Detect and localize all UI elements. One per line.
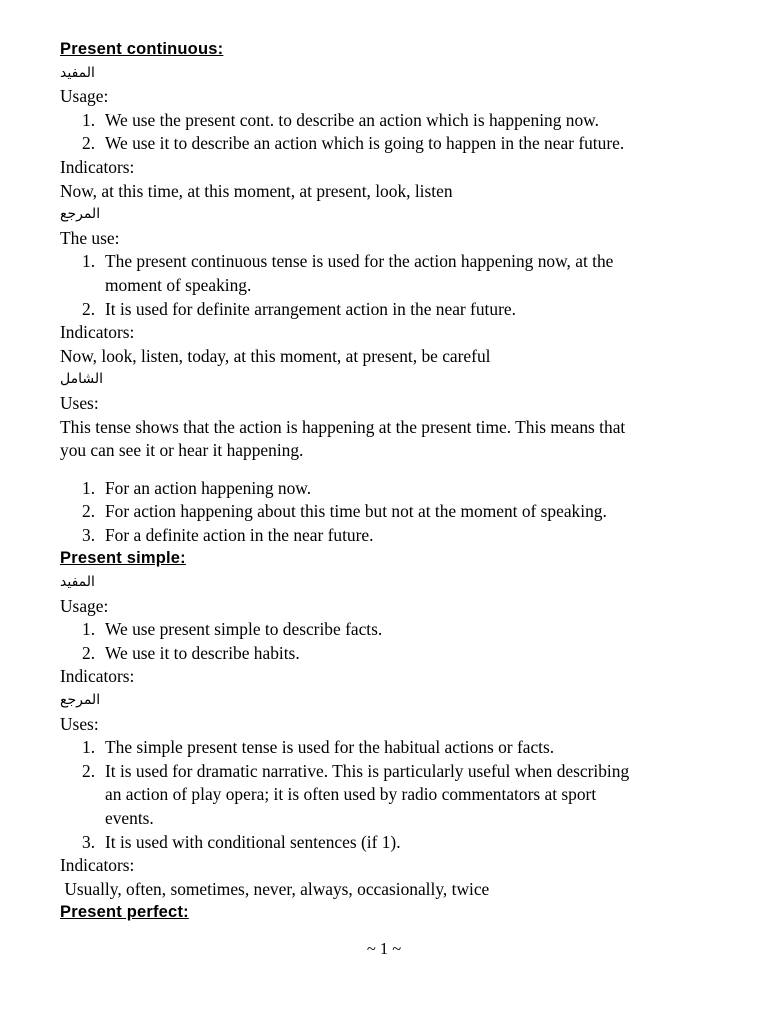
indicators-label: Indicators: — [60, 322, 135, 343]
usage-label: Usage: — [60, 86, 109, 107]
heading-present-perfect: Present perfect: — [60, 903, 189, 922]
usage-list — [60, 109, 720, 156]
indicators-text: Now, at this time, at this moment, at present, look, listen — [60, 180, 453, 201]
spacer — [60, 463, 720, 477]
list-item: 1. We use the present cont. to describe an action which is happening now. — [82, 109, 599, 130]
list-item: 3. It is used with conditional sentences (if 1). — [82, 831, 401, 852]
list-item: 2. It is used for dramatic narrative. This is particularly useful when describing an action of play opera; it is often used by radio commentators at sport events. — [82, 760, 630, 828]
source-label-mufeed: المفيد — [60, 574, 95, 591]
source-label-marjaa: المرجع — [60, 692, 101, 709]
list-item: 2. We use it to describe habits. — [82, 642, 300, 663]
use-label: The use: — [60, 227, 120, 248]
indicators-text: Now, look, listen, today, at this moment, at present, be careful — [60, 345, 491, 366]
list-item: 1. The simple present tense is used for the habitual actions or facts. — [82, 737, 555, 758]
uses-list — [60, 736, 720, 854]
indicators-label: Indicators: — [60, 156, 135, 177]
usage-list — [60, 618, 720, 665]
list-item: 1. The present continuous tense is used for the action happening now, at the moment of speaking. — [82, 251, 614, 295]
paragraph-line: you can see it or hear it happening. — [60, 440, 304, 461]
list-item: 3. For a definite action in the near future. — [82, 524, 374, 545]
uses-label: Uses: — [60, 713, 99, 734]
list-item: 2. It is used for definite arrangement action in the near future. — [82, 298, 516, 319]
usage-label: Usage: — [60, 595, 109, 616]
list-item: 2. For action happening about this time but not at the moment of speaking. — [82, 501, 607, 522]
uses-list — [60, 477, 720, 548]
list-item: 1. We use present simple to describe facts. — [82, 619, 383, 640]
page-number: ~ 1 ~ — [366, 939, 402, 958]
uses-label: Uses: — [60, 392, 99, 413]
document-page — [60, 38, 720, 925]
indicators-label: Indicators: — [60, 855, 135, 876]
paragraph-line: This tense shows that the action is happening at the present time. This means that — [60, 416, 626, 437]
source-label-mufeed: المفيد — [60, 64, 95, 81]
source-label-marjaa: المرجع — [60, 206, 101, 223]
indicators-text: Usually, often, sometimes, never, always, occasionally, twice — [60, 878, 490, 899]
list-item: 2. We use it to describe an action which is going to happen in the near future. — [82, 133, 625, 154]
use-list — [60, 250, 720, 321]
heading-present-simple: Present simple: — [60, 549, 186, 568]
heading-present-continuous: Present continuous: — [60, 40, 224, 58]
source-label-shamel: الشامل — [60, 371, 104, 388]
list-item: 1. For an action happening now. — [82, 477, 312, 498]
indicators-label: Indicators: — [60, 666, 135, 687]
